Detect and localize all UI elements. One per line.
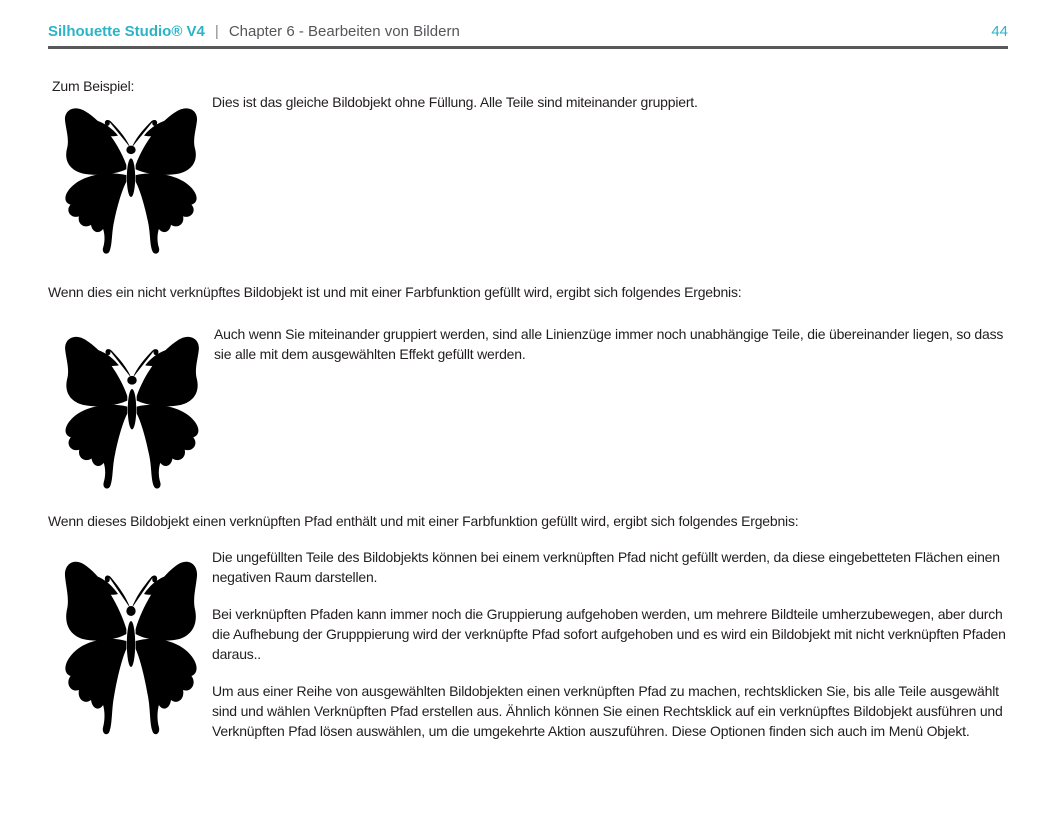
- header: [48, 0, 1008, 49]
- app-title: Silhouette Studio® V4: [48, 23, 205, 40]
- section-heading-unlinked: Wenn dies ein nicht verknüpftes Bildobjekt ist und mit einer Farbfunktion gefüllt wird, ergibt sich folgendes Ergebnis:: [48, 284, 742, 300]
- figure-caption-filled: Auch wenn Sie miteinander gruppiert werden, sind alle Linienzüge immer noch unabhängige Teile, die übereinander liegen, so dass sie alle mit dem ausgewählten Effekt gefüllt werden.: [214, 326, 1004, 362]
- example-row-filled: [48, 324, 1008, 491]
- header-separator: |: [214, 23, 219, 40]
- figure-caption-ungrouped: Dies ist das gleiche Bildobjekt ohne Füllung. Alle Teile sind miteinander gruppiert.: [212, 94, 698, 110]
- paragraph: Bei verknüpften Pfaden kann immer noch die Gruppierung aufgehoben werden, um mehrere Bildteile umherzubewegen, aber durch die Aufhebung der Grupppierung wird der verknüpfte Pfad sofort aufgehoben und es wird ein Bildobjekt mit nicht verknüpften Pfaden daraus..: [212, 606, 1006, 662]
- chapter-title: Chapter 6 - Bearbeiten von Bildern: [228, 23, 460, 40]
- section-heading-compound: Wenn dieses Bildobjekt einen verknüpften Pfad enthält und mit einer Farbfunktion gefüllt wird, ergibt sich folgendes Ergebnis:: [48, 513, 799, 529]
- butterfly-compound-path-image: [52, 547, 210, 737]
- compound-path-paragraphs: [212, 547, 1008, 741]
- paragraph: Um aus einer Reihe von ausgewählten Bildobjekten einen verknüpften Pfad zu machen, rechtsklicken Sie, bis alle Teile ausgewählt sind und wählen Verknüpften Pfad erstellen aus. Ähnlich können Sie einen Rechtsklick auf ein verknüpftes Bildobjekt ausführen und Verknüpften Pfad lösen auswählen, um die umgekehrte Aktion auszuführen. Diese Optionen finden sich auch im Menü Objekt.: [212, 683, 1003, 739]
- paragraph: Die ungefüllten Teile des Bildobjekts können bei einem verknüpften Pfad nicht gefüllt werden, da diese eingebetteten Flächen einen negativen Raum darstellen.: [212, 549, 1000, 585]
- page-number: 44: [991, 23, 1008, 40]
- example-row-ungrouped: [48, 96, 1008, 256]
- butterfly-filled-image: [52, 324, 212, 491]
- butterfly-outline-image: [52, 96, 210, 256]
- example-row-compound: [48, 547, 1008, 741]
- intro-label: Zum Beispiel:: [52, 78, 135, 94]
